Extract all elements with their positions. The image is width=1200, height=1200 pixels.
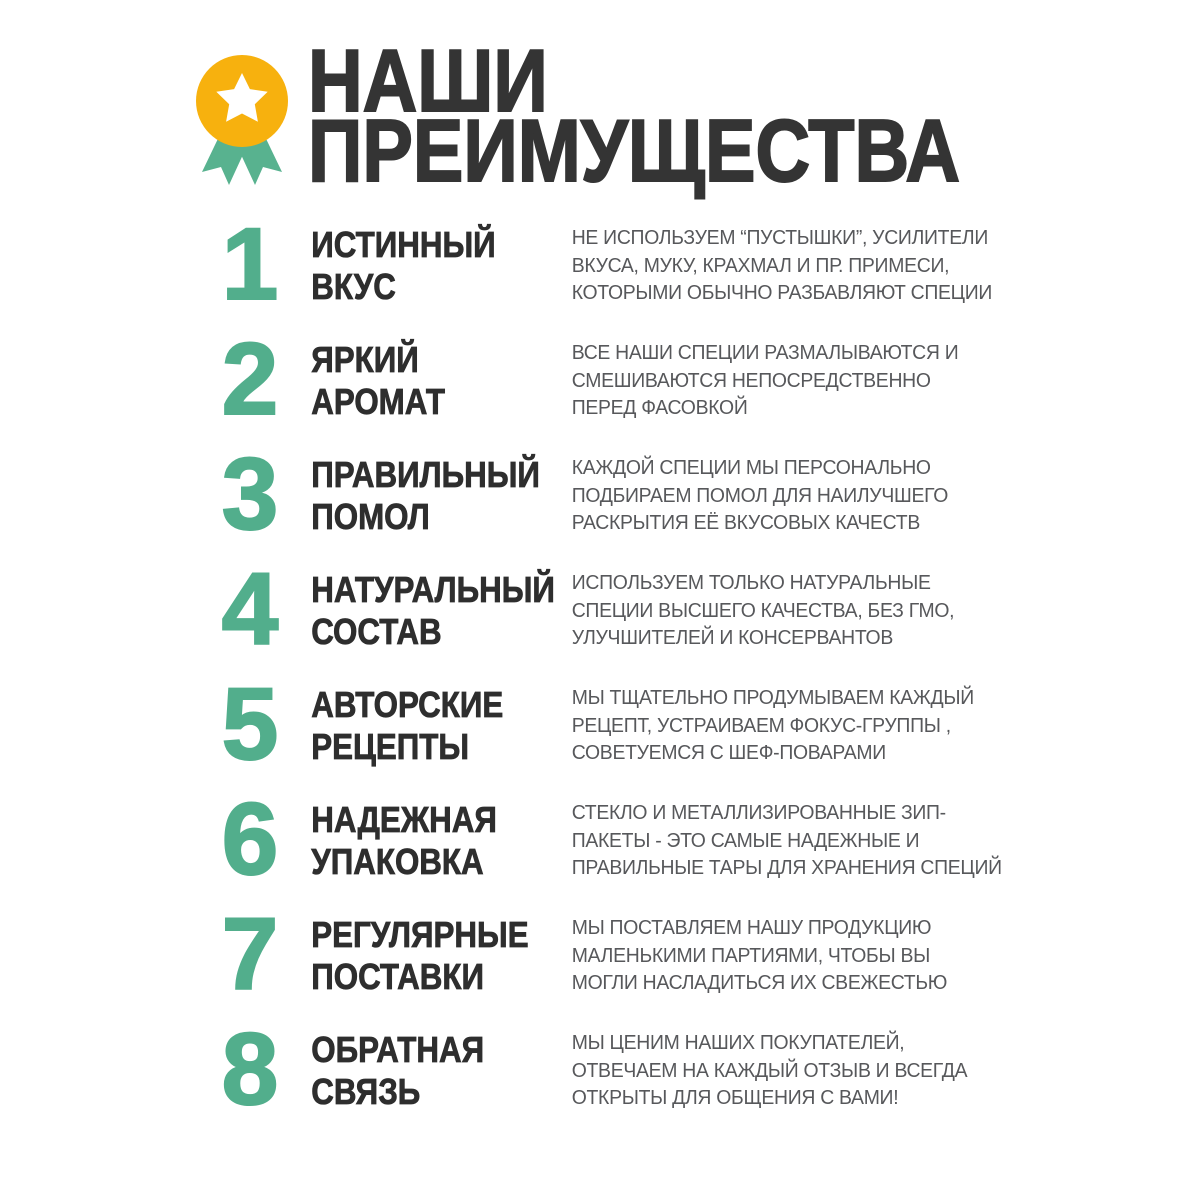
advantage-description [562,915,1000,998]
advantage-title-line: ОБРАТНАЯ [311,1029,485,1070]
advantage-title-line: ПРАВИЛЬНЫЙ [311,454,540,495]
advantage-description-line: ПОДБИРАЕМ ПОМОЛ ДЛЯ НАИЛУЧШЕГО [571,484,949,507]
advantages-list [194,207,1014,1142]
advantage-number: 8 [221,1012,279,1126]
advantage-title-line: НАДЕЖНАЯ [311,799,497,840]
advantage-title-line: ПОМОЛ [311,496,430,537]
advantage-description-line: ВСЕ НАШИ СПЕЦИИ РАЗМАЛЫВАЮТСЯ И [571,342,959,364]
advantage-title-line: ПОСТАВКИ [311,956,484,997]
page-title [308,31,961,200]
advantage-title [306,684,529,768]
advantage-description-line: СПЕЦИИ ВЫСШЕГО КАЧЕСТВА, БЕЗ ГМО, [571,599,955,622]
advantage-row-2 [194,322,1014,452]
advantage-title [306,224,529,308]
advantage-description-line: СМЕШИВАЮТСЯ НЕПОСРЕДСТВЕННО [571,369,931,392]
advantage-description-line: СТЕКЛО И МЕТАЛЛИЗИРОВАННЫЕ ЗИП- [571,802,946,824]
advantage-description-line: РЕЦЕПТ, УСТРАИВАЕМ ФОКУС-ГРУППЫ , [571,714,951,737]
advantage-title-line: СВЯЗЬ [311,1071,421,1112]
advantage-description-line: КОТОРЫМИ ОБЫЧНО РАЗБАВЛЯЮТ СПЕЦИИ [571,282,993,304]
advantage-description-line: ОТВЕЧАЕМ НА КАЖДЫЙ ОТЗЫВ И ВСЕГДА [571,1059,968,1082]
advantage-title [306,914,529,998]
advantage-title [306,569,555,653]
advantage-number: 1 [221,207,279,321]
advantage-row-1 [194,207,1014,337]
advantage-title-line: ИСТИННЫЙ [311,224,496,265]
advantage-description-line: МЫ ТЩАТЕЛЬНО ПРОДУМЫВАЕМ КАЖДЫЙ [571,687,974,709]
advantage-title-line: ВКУС [311,266,396,307]
advantage-title [306,454,540,538]
advantage-row-4 [194,552,1014,682]
advantage-description [562,570,1000,653]
advantage-description-line: ПРАВИЛЬНЫЕ ТАРЫ ДЛЯ ХРАНЕНИЯ СПЕЦИЙ [571,857,1002,879]
advantage-description-line: ПАКЕТЫ - ЭТО САМЫЕ НАДЕЖНЫЕ И [571,829,920,852]
advantage-number: 4 [221,552,279,666]
advantage-description-line: КАЖДОЙ СПЕЦИИ МЫ ПЕРСОНАЛЬНО [571,457,931,479]
advantage-description-line: СОВЕТУЕМСЯ С ШЕФ-ПОВАРАМИ [571,742,886,764]
advantage-title-line: АРОМАТ [311,381,445,422]
advantage-description-line: МОГЛИ НАСЛАДИТЬСЯ ИХ СВЕЖЕСТЬЮ [571,972,948,994]
advantage-number: 3 [221,437,279,551]
advantage-description-line: МЫ ЦЕНИМ НАШИХ ПОКУПАТЕЛЕЙ, [571,1032,905,1054]
advantage-description-line: ВКУСА, МУКУ, КРАХМАЛ И ПР. ПРИМЕСИ, [571,254,950,277]
advantage-description [562,340,1000,423]
advantage-description-line: ПЕРЕД ФАСОВКОЙ [571,397,748,419]
advantage-title [306,799,529,883]
advantage-number: 2 [221,322,279,436]
header [192,31,1066,200]
advantage-description-line: МАЛЕНЬКИМИ ПАРТИЯМИ, ЧТОБЫ ВЫ [571,944,930,967]
advantage-title-line: ЯРКИЙ [311,339,419,380]
advantage-row-6 [194,782,1014,912]
advantage-description [562,455,1000,538]
advantage-title [306,339,529,423]
advantage-description-line: ОТКРЫТЫ ДЛЯ ОБЩЕНИЯ С ВАМИ! [571,1087,899,1109]
advantage-description-line: ИСПОЛЬЗУЕМ ТОЛЬКО НАТУРАЛЬНЫЕ [571,572,931,594]
advantage-title-line: СОСТАВ [311,611,442,652]
advantage-description-line: МЫ ПОСТАВЛЯЕМ НАШУ ПРОДУКЦИЮ [571,917,932,939]
advantage-title-line: РЕГУЛЯРНЫЕ [311,914,529,955]
advantage-title-line: НАТУРАЛЬНЫЙ [311,569,555,610]
advantage-title [306,1029,529,1113]
advantage-row-5 [194,667,1014,797]
advantage-number: 5 [221,667,279,781]
advantage-row-3 [194,437,1014,567]
advantage-row-7 [194,897,1014,1027]
advantage-row-8 [194,1012,1014,1142]
award-medal-icon [192,54,292,186]
advantage-description [562,1030,1000,1113]
advantage-number: 7 [221,897,279,1011]
advantage-title-line: АВТОРСКИЕ [311,684,504,725]
advantage-description [562,225,1000,308]
advantage-description-line: НЕ ИСПОЛЬЗУЕМ “ПУСТЫШКИ”, УСИЛИТЕЛИ [571,227,988,249]
advantage-title-line: РЕЦЕПТЫ [311,726,470,767]
advantage-description-line: РАСКРЫТИЯ ЕЁ ВКУСОВЫХ КАЧЕСТВ [571,512,920,534]
advantage-description [562,800,1000,883]
advantage-number: 6 [221,782,279,896]
page-title-line-2: ПРЕИМУЩЕСТВА [308,101,961,200]
advantage-description-line: УЛУЧШИТЕЛЕЙ И КОНСЕРВАНТОВ [571,627,893,649]
advantage-description [562,685,1000,768]
advantage-title-line: УПАКОВКА [311,841,484,882]
page-title-line-1: НАШИ [308,31,548,130]
